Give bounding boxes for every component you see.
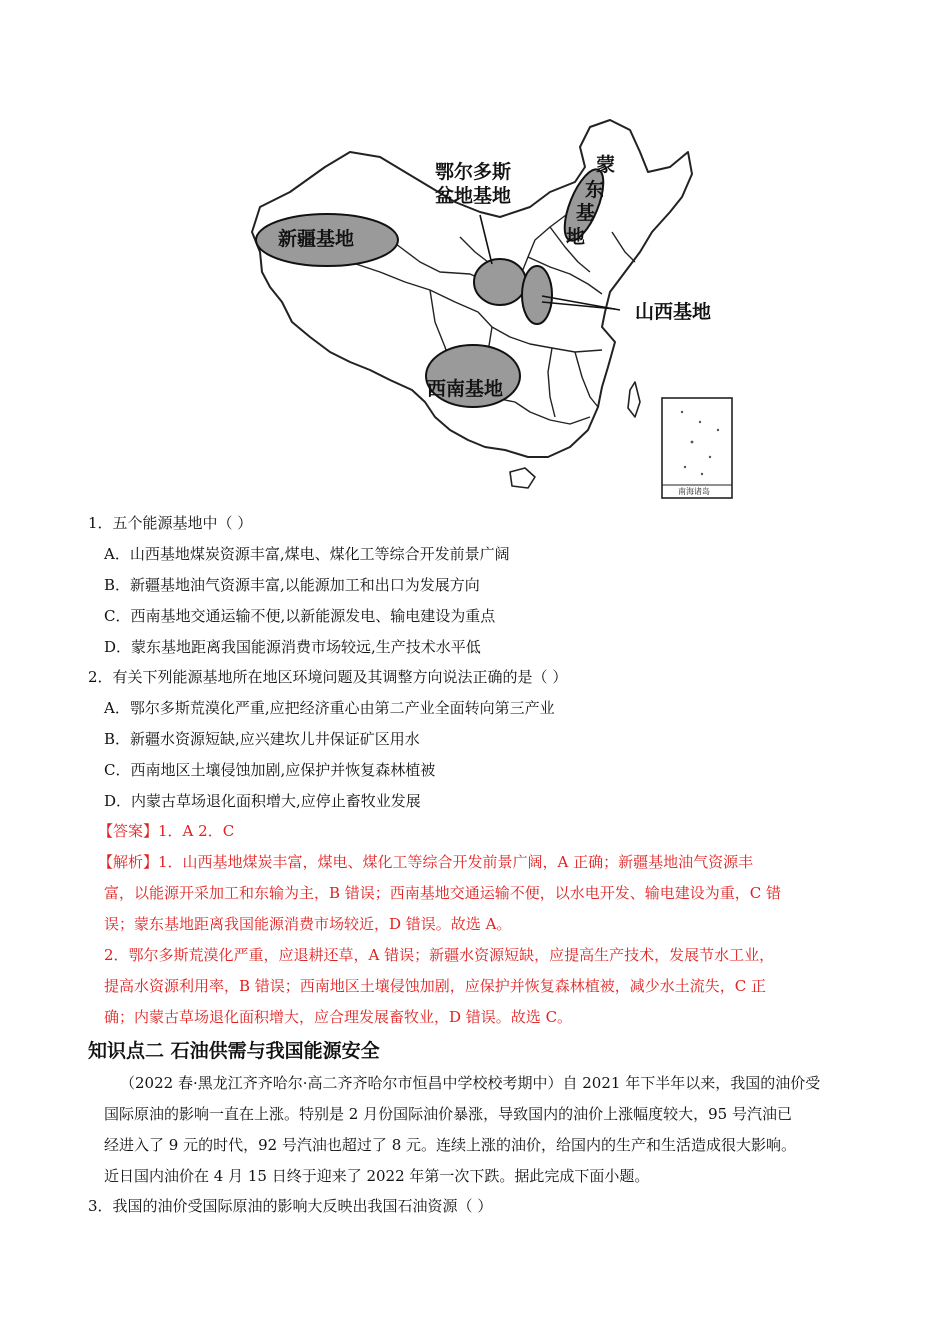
analysis-line: 确；内蒙古草场退化面积增大，应合理发展畜牧业，D 错误。故选 C。 (104, 1008, 573, 1026)
analysis-line: 误；蒙东基地距离我国能源消费市场较近，D 错误。故选 A。 (104, 915, 512, 933)
analysis-line: 富，以能源开采加工和东输为主，B 错误；西南基地交通运输不便，以水电开发、输电建设为重，C 错 (104, 884, 782, 902)
label-xinjiang-base: 新疆基地 (278, 228, 355, 250)
passage-line: （2022 春·黑龙江齐齐哈尔·高二齐齐哈尔市恒昌中学校校考期中）自 2021 年下半年以来，我国的油价受 (120, 1074, 821, 1092)
question-1-option-c: C．西南基地交通运输不便,以新能源发电、输电建设为重点 (104, 607, 496, 625)
question-2-option-c: C．西南地区土壤侵蚀加剧,应保护并恢复森林植被 (104, 761, 436, 779)
label-mengdong-char3: 基 (576, 202, 596, 224)
section-title: 知识点二 石油供需与我国能源安全 (88, 1040, 380, 1062)
question-2-option-d: D．内蒙古草场退化面积增大,应停止畜牧业发展 (104, 792, 421, 810)
label-xinan-base: 西南基地 (427, 378, 504, 400)
analysis-line: 2．鄂尔多斯荒漠化严重，应退耕还草，A 错误；新疆水资源短缺，应提高生产技术，发展节水工业， (104, 946, 775, 964)
answer-line: 【答案】1．A 2．C (98, 822, 235, 840)
analysis-line: 提高水资源利用率，B 错误；西南地区土壤侵蚀加剧，应保护并恢复森林植被，减少水土流失，C 正 (104, 977, 767, 995)
label-ordos-line1: 鄂尔多斯 (435, 161, 512, 183)
question-2-stem: 2．有关下列能源基地所在地区环境问题及其调整方向说法正确的是（ ） (88, 668, 568, 686)
label-mengdong-char4: 地 (566, 226, 586, 248)
china-energy-base-map (230, 112, 750, 502)
question-3-stem: 3．我国的油价受国际原油的影响大反映出我国石油资源（ ） (88, 1197, 493, 1215)
passage-line: 国际原油的影响一直在上涨。特别是 2 月份国际油价暴涨，导致国内的油价上涨幅度较大，95 号汽油已 (104, 1105, 792, 1123)
question-1-stem: 1．五个能源基地中（ ） (88, 514, 253, 532)
label-ordos-line2: 盆地基地 (435, 185, 512, 207)
inset-caption: 南海诸岛 (678, 487, 710, 496)
label-mengdong-char1: 蒙 (596, 154, 616, 176)
label-mengdong-char2: 东 (585, 179, 605, 201)
passage-line: 经进入了 9 元的时代，92 号汽油也超过了 8 元。连续上涨的油价，给国内的生产和生活造成很大影响。 (104, 1136, 797, 1154)
analysis-line: 【解析】1．山西基地煤炭丰富，煤电、煤化工等综合开发前景广阔，A 正确；新疆基地油气资源丰 (98, 853, 754, 871)
question-1-option-d: D．蒙东基地距离我国能源消费市场较远,生产技术水平低 (104, 638, 481, 656)
question-2-option-b: B．新疆水资源短缺,应兴建坎儿井保证矿区用水 (104, 730, 420, 748)
question-2-option-a: A．鄂尔多斯荒漠化严重,应把经济重心由第二产业全面转向第三产业 (104, 699, 555, 717)
label-shanxi-base: 山西基地 (635, 301, 712, 323)
question-1-option-b: B．新疆基地油气资源丰富,以能源加工和出口为发展方向 (104, 576, 480, 594)
passage-line: 近日国内油价在 4 月 15 日终于迎来了 2022 年第一次下跌。据此完成下面小题。 (104, 1167, 650, 1185)
question-1-option-a: A．山西基地煤炭资源丰富,煤电、煤化工等综合开发前景广阔 (104, 545, 510, 563)
